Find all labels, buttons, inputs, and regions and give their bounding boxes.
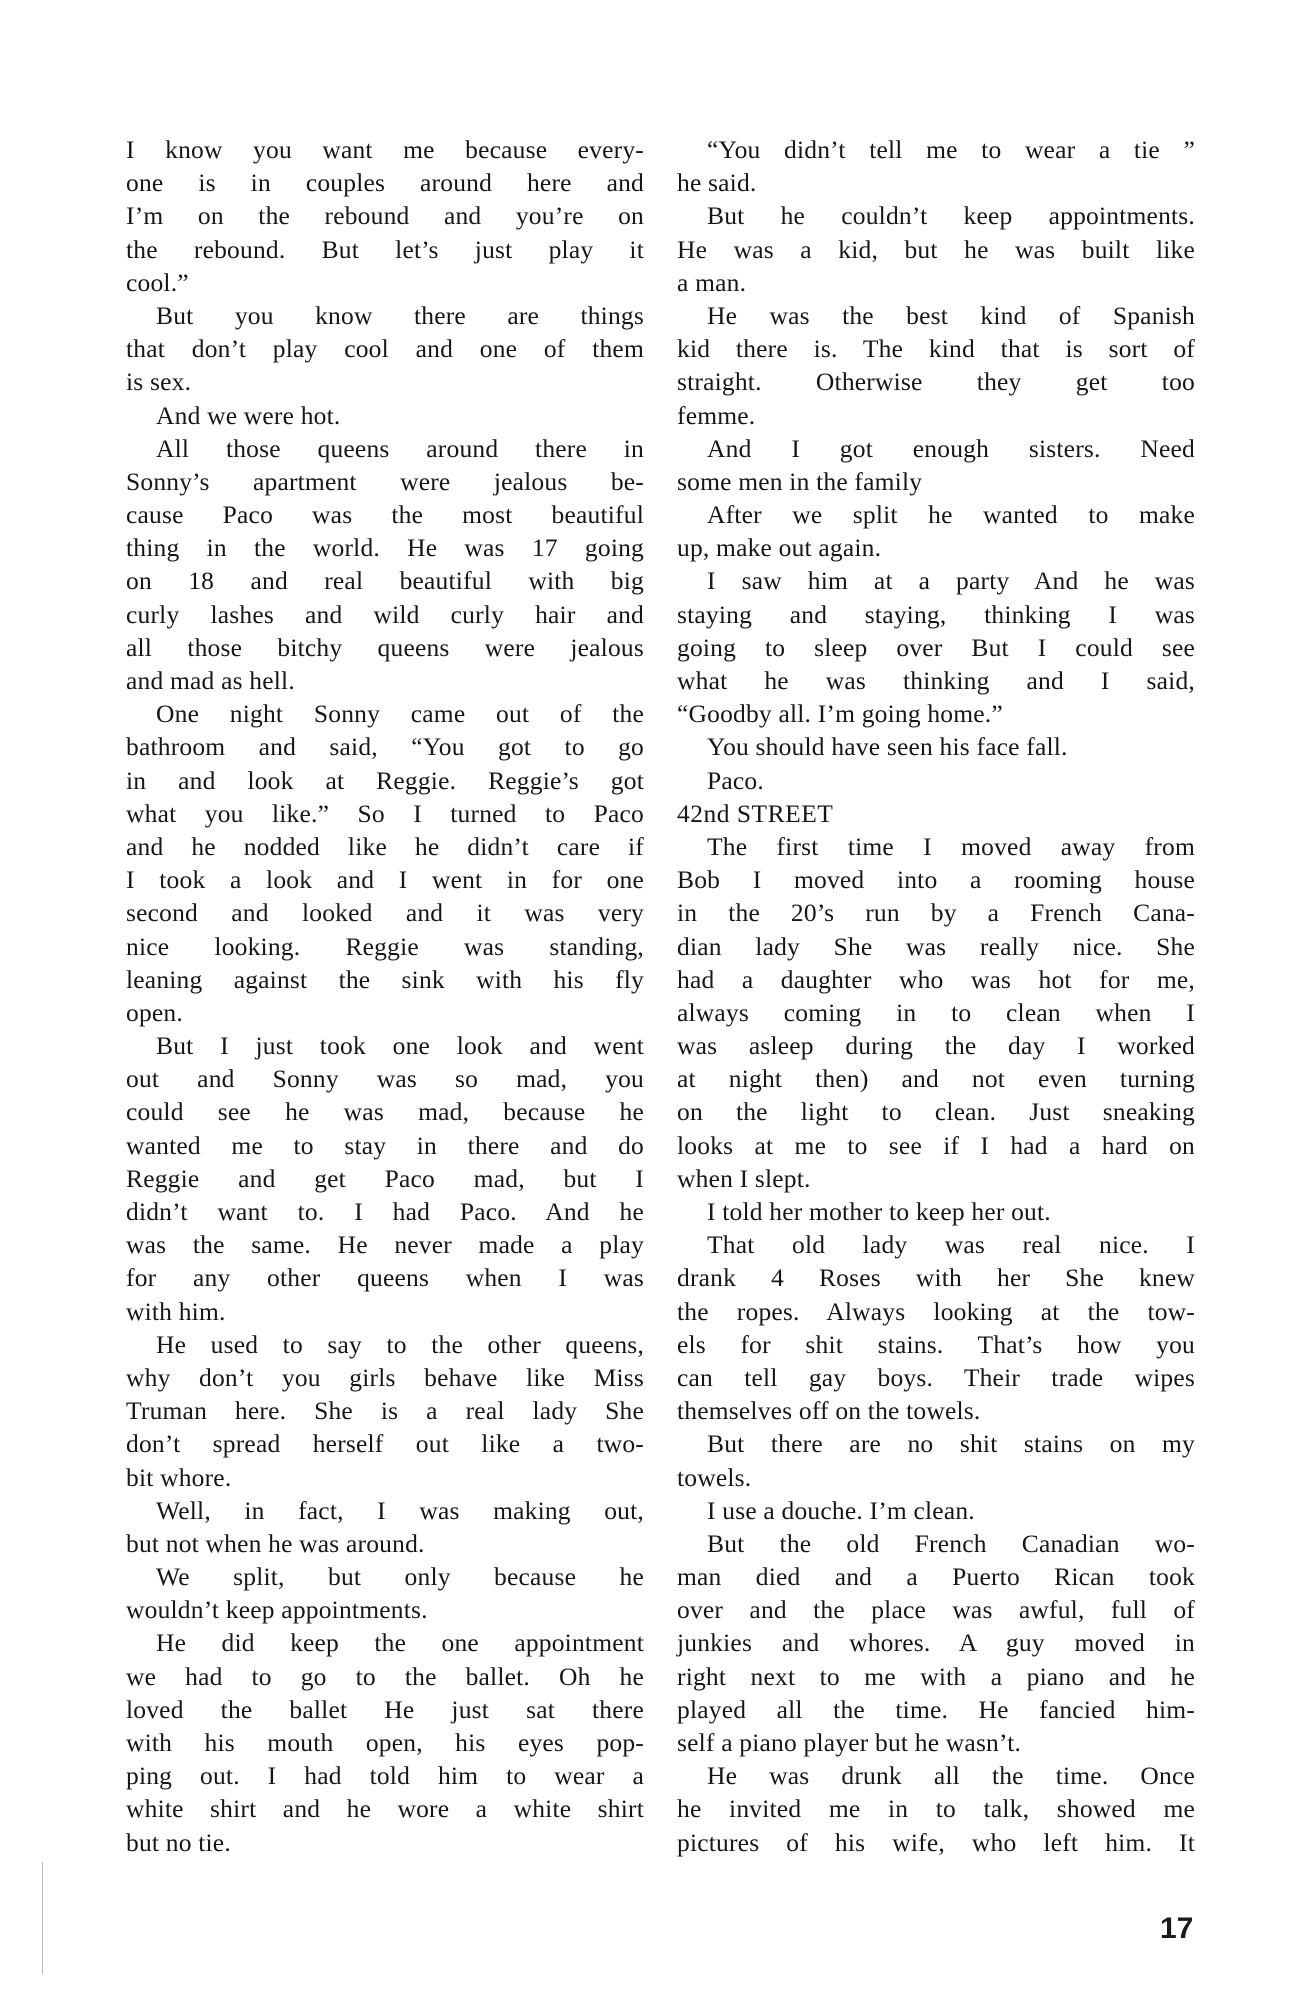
text-line: thing in the world. He was 17 going [126, 533, 644, 563]
text-line: he said. [677, 168, 757, 198]
text-line: but no tie. [126, 1827, 231, 1857]
paragraph [126, 1560, 644, 1626]
text-line: That old lady was real nice. I [707, 1230, 1195, 1260]
text-line: But you know there are things [156, 300, 644, 330]
text-line: he invited me in to talk, showed me [677, 1794, 1195, 1824]
text-line: one is in couples around here and [126, 168, 644, 198]
text-line: second and looked and it was very [126, 898, 644, 928]
text-line: up, make out again. [677, 533, 882, 563]
text-line: why don’t you girls behave like Miss [126, 1362, 644, 1392]
text-line: in and look at Reggie. Reggie’s got [126, 765, 644, 795]
text-line: cool.” [126, 267, 189, 297]
text-line: You should have seen his face fall. [707, 732, 1068, 762]
text-line: some men in the family [677, 466, 923, 496]
text-line: themselves off on the towels. [677, 1396, 981, 1426]
paragraph [677, 764, 1195, 797]
text-line: curly lashes and wild curly hair and [126, 599, 644, 629]
text-line: “Goodby all. I’m going home.” [677, 699, 1003, 729]
paragraph [677, 564, 1195, 730]
paragraph [677, 498, 1195, 564]
paragraph [677, 1195, 1195, 1228]
text-line: The first time I moved away from [707, 831, 1195, 861]
text-line: but not when he was around. [126, 1528, 425, 1558]
paragraph [126, 697, 644, 1029]
text-line: femme. [677, 400, 756, 430]
text-line: the ropes. Always looking at the tow- [677, 1296, 1195, 1326]
text-line: wanted me to stay in there and do [126, 1130, 644, 1160]
text-line: leaning against the sink with his fly [126, 964, 644, 994]
paragraph [677, 730, 1195, 763]
text-line: He did keep the one appointment [156, 1628, 644, 1658]
paragraph [126, 432, 644, 698]
text-line: “You didn’t tell me to wear a tie ” [707, 135, 1195, 164]
text-line: always coming in to clean when I [677, 997, 1195, 1027]
text-line: we had to go to the ballet. Oh he [126, 1661, 644, 1691]
text-line: I saw him at a party And he was [707, 566, 1195, 596]
text-line: right next to me with a piano and he [677, 1661, 1195, 1691]
text-line: bathroom and said, “You got to go [126, 732, 644, 762]
text-line: straight. Otherwise they get too [677, 367, 1195, 397]
paragraph [677, 299, 1195, 432]
text-line: in the 20’s run by a French Cana- [677, 898, 1195, 928]
paragraph [677, 432, 1195, 498]
text-line: But there are no shit stains on my [707, 1429, 1195, 1459]
text-line: white shirt and he wore a white shirt [126, 1794, 644, 1824]
text-line: junkies and whores. A guy moved in [677, 1628, 1195, 1658]
text-line: I’m on the rebound and you’re on [126, 201, 644, 231]
text-line: the rebound. But let’s just play it [126, 234, 644, 264]
paragraph [677, 830, 1195, 1195]
text-line: looks at me to see if I had a hard on [677, 1130, 1195, 1160]
text-line: 42nd STREET [677, 798, 834, 828]
text-line: didn’t want to. I had Paco. And he [126, 1197, 644, 1226]
text-line: He was the best kind of Spanish [707, 300, 1195, 330]
text-line: wouldn’t keep appointments. [126, 1595, 428, 1625]
text-line: And we were hot. [156, 400, 341, 430]
paragraph [677, 133, 1195, 199]
text-line: els for shit stains. That’s how you [677, 1329, 1195, 1359]
text-line: kid there is. The kind that is sort of [677, 334, 1195, 364]
text-line: out and Sonny was so mad, you [126, 1064, 644, 1094]
paragraph [126, 1626, 644, 1858]
text-line: cause Paco was the most beautiful [126, 500, 644, 530]
text-line: going to sleep over But I could see [677, 632, 1195, 662]
paragraph [677, 1427, 1195, 1493]
text-line: I know you want me because every- [126, 135, 644, 164]
text-line: Well, in fact, I was making out, [156, 1495, 644, 1525]
paragraph [126, 1494, 644, 1560]
text-column-left [126, 133, 644, 1859]
text-line: I took a look and I went in for one [126, 865, 644, 895]
paragraph [677, 1228, 1195, 1427]
text-line: is sex. [126, 367, 192, 397]
paragraph [126, 1328, 644, 1494]
text-line: He was a kid, but he was built like [677, 234, 1195, 264]
text-line: self a piano player but he wasn’t. [677, 1728, 1022, 1757]
text-line: I use a douche. I’m clean. [707, 1495, 975, 1525]
text-line: All those queens around there in [156, 433, 644, 463]
text-line: Bob I moved into a rooming house [677, 865, 1195, 895]
text-line: staying and staying, thinking I was [677, 599, 1195, 629]
paragraph [126, 399, 644, 432]
text-line: had a daughter who was hot for me, [677, 964, 1195, 994]
text-line: and he nodded like he didn’t care if [126, 831, 644, 861]
text-line: don’t spread herself out like a two- [126, 1429, 644, 1459]
paragraph [677, 1759, 1195, 1859]
text-line: nice looking. Reggie was standing, [126, 931, 644, 961]
paragraph [677, 1494, 1195, 1527]
text-line: and mad as hell. [126, 666, 295, 695]
page-number: 17 [1160, 1912, 1194, 1945]
paragraph [126, 133, 644, 299]
text-line: all those bitchy queens were jealous [126, 632, 644, 662]
scan-edge-mark [42, 1862, 43, 1974]
paragraph [126, 1029, 644, 1328]
text-column-right [677, 133, 1195, 1859]
text-line: on the light to clean. Just sneaking [677, 1097, 1195, 1127]
text-line: when I slept. [677, 1163, 811, 1193]
text-line: man died and a Puerto Rican took [677, 1562, 1195, 1592]
text-line: And I got enough sisters. Need [707, 433, 1195, 463]
text-line: But he couldn’t keep appointments. [707, 201, 1195, 231]
text-line: dian lady She was really nice. She [677, 931, 1195, 961]
text-line: But the old French Canadian wo- [707, 1528, 1195, 1558]
text-line: open. [126, 997, 183, 1027]
text-line: a man. [677, 267, 747, 297]
text-line: pictures of his wife, who left him. It [677, 1827, 1195, 1857]
text-line: towels. [677, 1462, 752, 1492]
paragraph [677, 1527, 1195, 1759]
text-line: over and the place was awful, full of [677, 1595, 1195, 1625]
text-line: Reggie and get Paco mad, but I [126, 1163, 644, 1193]
text-line: that don’t play cool and one of them [126, 334, 644, 364]
text-line: loved the ballet He just sat there [126, 1694, 644, 1724]
text-line: Sonny’s apartment were jealous be- [126, 466, 644, 496]
text-line: After we split he wanted to make [707, 500, 1195, 530]
text-line: with him. [126, 1296, 226, 1326]
text-line: at night then) and not even turning [677, 1064, 1195, 1094]
text-line: for any other queens when I was [126, 1263, 644, 1293]
text-line: One night Sonny came out of the [156, 699, 644, 729]
text-line: with his mouth open, his eyes pop- [126, 1728, 644, 1757]
text-line: He used to say to the other queens, [156, 1329, 644, 1359]
text-line: what he was thinking and I said, [677, 666, 1195, 695]
text-line: Paco. [707, 765, 764, 795]
section-heading [677, 797, 1195, 830]
paragraph [126, 299, 644, 399]
text-line: was asleep during the day I worked [677, 1031, 1195, 1061]
text-line: could see he was mad, because he [126, 1097, 644, 1127]
text-line: bit whore. [126, 1462, 232, 1492]
text-line: I told her mother to keep her out. [707, 1197, 1051, 1226]
text-line: was the same. He never made a play [126, 1230, 644, 1260]
text-line: He was drunk all the time. Once [707, 1761, 1195, 1791]
text-line: drank 4 Roses with her She knew [677, 1263, 1195, 1293]
text-line: played all the time. He fancied him- [677, 1694, 1195, 1724]
text-line: We split, but only because he [156, 1562, 644, 1592]
text-line: But I just took one look and went [156, 1031, 644, 1061]
text-line: Truman here. She is a real lady She [126, 1396, 644, 1426]
paragraph [677, 199, 1195, 299]
text-line: on 18 and real beautiful with big [126, 566, 644, 596]
text-line: what you like.” So I turned to Paco [126, 798, 644, 828]
text-line: can tell gay boys. Their trade wipes [677, 1362, 1195, 1392]
text-line: ping out. I had told him to wear a [126, 1761, 644, 1791]
